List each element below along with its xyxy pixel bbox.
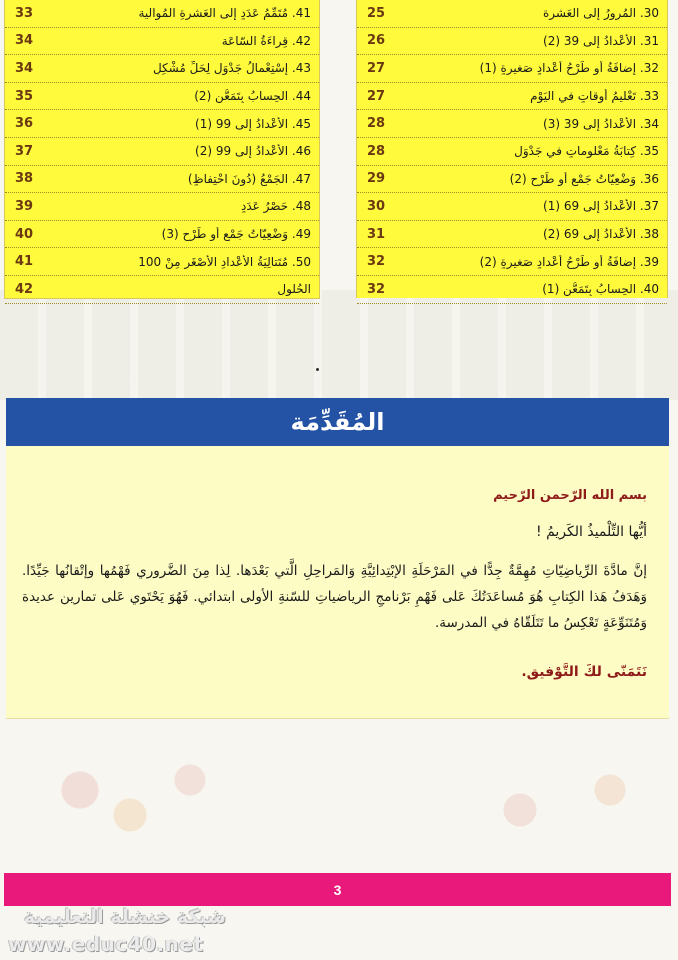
- toc-row: [5, 0, 319, 28]
- toc-row: [357, 248, 667, 276]
- toc-page: 40: [15, 226, 34, 242]
- toc-row: [357, 0, 667, 28]
- toc-row: [357, 221, 667, 249]
- toc-page: 30: [367, 198, 386, 214]
- toc-column-right: [356, 0, 668, 298]
- toc-title: 37. الأعْدادُ إلى 69 (1): [543, 199, 659, 214]
- section-banner: [6, 398, 669, 446]
- toc-page: 28: [367, 143, 386, 159]
- toc-page: 37: [15, 143, 34, 159]
- decorative-dot: [316, 368, 319, 371]
- toc-title: 40. الحِسابُ بِتَمَعُّنٍ (1): [542, 282, 659, 297]
- toc-page: 27: [367, 60, 386, 76]
- toc-page: 31: [367, 226, 386, 242]
- toc-title: 48. حَصْرُ عَدَدٍ: [241, 199, 311, 214]
- toc-title: 50. مُتَتالِيَةُ الأعْدادِ الأصْغَرِ مِنْ 100: [138, 254, 311, 269]
- toc-page: 41: [15, 254, 34, 270]
- toc-page: 38: [15, 171, 34, 187]
- page-number: 3: [333, 881, 342, 898]
- greeting-text: أيُّها التِّلْميذُ الكَريمُ !: [536, 524, 647, 540]
- toc-row: [5, 166, 319, 194]
- toc-row: [5, 110, 319, 138]
- toc-page: 29: [367, 171, 386, 187]
- toc-title: 38. الأعْدادُ إلى 69 (2): [543, 227, 659, 242]
- toc-title: 45. الأعْدادُ إلى 99 (1): [195, 116, 311, 131]
- toc-page: 27: [367, 88, 386, 104]
- toc-page: 42: [15, 281, 34, 297]
- toc-column-left: [4, 0, 320, 299]
- toc-row: [5, 276, 319, 304]
- toc-title: 30. المُرورُ إلى العَشرة: [542, 6, 659, 21]
- watermark-url: www.educ40.net: [8, 932, 204, 956]
- toc-row: [357, 55, 667, 83]
- toc-title: 31. الأعْدادُ إلى 39 (2): [543, 33, 659, 48]
- toc-row: [5, 193, 319, 221]
- toc-page: 34: [15, 60, 34, 76]
- toc-page: 32: [367, 254, 386, 270]
- toc-title: 44. الحِسابُ بِتَمَعُّنٍ (2): [194, 89, 311, 104]
- watermark: [8, 906, 248, 960]
- toc-title: الحُلول: [277, 282, 311, 297]
- toc-title: 32. إضافَةُ أو طَرْحُ أعْدادٍ صَغيرةٍ (1): [479, 61, 659, 76]
- toc-row: [5, 83, 319, 111]
- toc-title: 33. تَعْليمُ أوقاتٍ في اليَوْم: [530, 89, 659, 104]
- toc-title: 34. الأعْدادُ إلى 39 (3): [543, 116, 659, 131]
- toc-row: [5, 138, 319, 166]
- basmala-text: بسم الله الرّحمن الرّحيم: [493, 488, 647, 503]
- toc-title: 43. إسْتِعْمالُ جَدْوَلٍ لِحَلِّ مُشْكِلٍ: [152, 61, 311, 76]
- toc-title: 35. كِتابَةُ مَعْلوماتٍ في جَدْوَل: [514, 144, 659, 159]
- closing-text: نَتَمَنّى لكَ التَّوْفيق.: [521, 664, 647, 680]
- toc-row: [357, 110, 667, 138]
- toc-title: 47. الجَمْعُ (دُونَ احْتِفاظٍ): [187, 171, 311, 186]
- toc-page: 35: [15, 88, 34, 104]
- intro-panel: [6, 446, 669, 719]
- toc-page: 36: [15, 116, 34, 132]
- toc-page: 32: [367, 281, 386, 297]
- toc-title: 39. إضافَةُ أو طَرْحُ أعْدادٍ صَغيرةٍ (2): [479, 254, 659, 269]
- toc-title: 41. مُتَمِّمُ عَدَدٍ إلى العَشرةِ المُوالية: [138, 6, 311, 21]
- toc-row: [5, 248, 319, 276]
- toc-page: 25: [367, 5, 386, 21]
- toc-title: 49. وَضْعِيّاتُ جَمْعٍ أو طَرْحٍ (3): [161, 227, 311, 242]
- toc-title: 36. وَضْعِيّاتُ جَمْعٍ أو طَرْحٍ (2): [509, 171, 659, 186]
- toc-row: [357, 83, 667, 111]
- toc-row: [357, 28, 667, 56]
- intro-paragraph: إنَّ مادَّةَ الرِّياضِيّاتِ مُهِمَّةٌ جِدًّا في المَرْحَلَةِ الإبْتِدائِيَّةِ وَالمَراحِلِ الَّتي بَعْدَها. لِذا مِنَ الضَّروري فَهْمُها وإتْقانُها جَيِّدًا. وَهَدَفُ هَذا الكِتابِ هُوَ مُساعَدَتُكَ عَلى فَهْمِ بَرْنامجِ الرياضياتِ للسّنةِ الأولى ابتدائي. فَهُوَ يَحْتَوي عَلى تمارين عديدة وَمُتَنَوِّعَةٍ تَعْكِسُ ما تَتَلَقّاهُ في المدرسة.: [22, 563, 647, 631]
- background-illustration-top: [0, 290, 678, 400]
- toc-row: [357, 138, 667, 166]
- toc-title: 46. الأعْدادُ إلى 99 (2): [195, 144, 311, 159]
- section-title: المُقَدِّمَة: [290, 408, 385, 436]
- toc-page: 33: [15, 5, 34, 21]
- toc-page: 28: [367, 116, 386, 132]
- toc-row: [357, 276, 667, 304]
- toc-row: [5, 221, 319, 249]
- toc-page: 26: [367, 33, 386, 49]
- toc-row: [357, 166, 667, 194]
- toc-title: 42. قِراءَةُ السّاعَة: [221, 33, 311, 48]
- toc-page: 34: [15, 33, 34, 49]
- footer-bar: [4, 873, 671, 906]
- watermark-arabic: شبكة خنشلة التعليمية: [24, 906, 226, 928]
- toc-row: [5, 55, 319, 83]
- toc-row: [5, 28, 319, 56]
- toc-row: [357, 193, 667, 221]
- background-illustration-bottom: [0, 720, 678, 870]
- toc-page: 39: [15, 198, 34, 214]
